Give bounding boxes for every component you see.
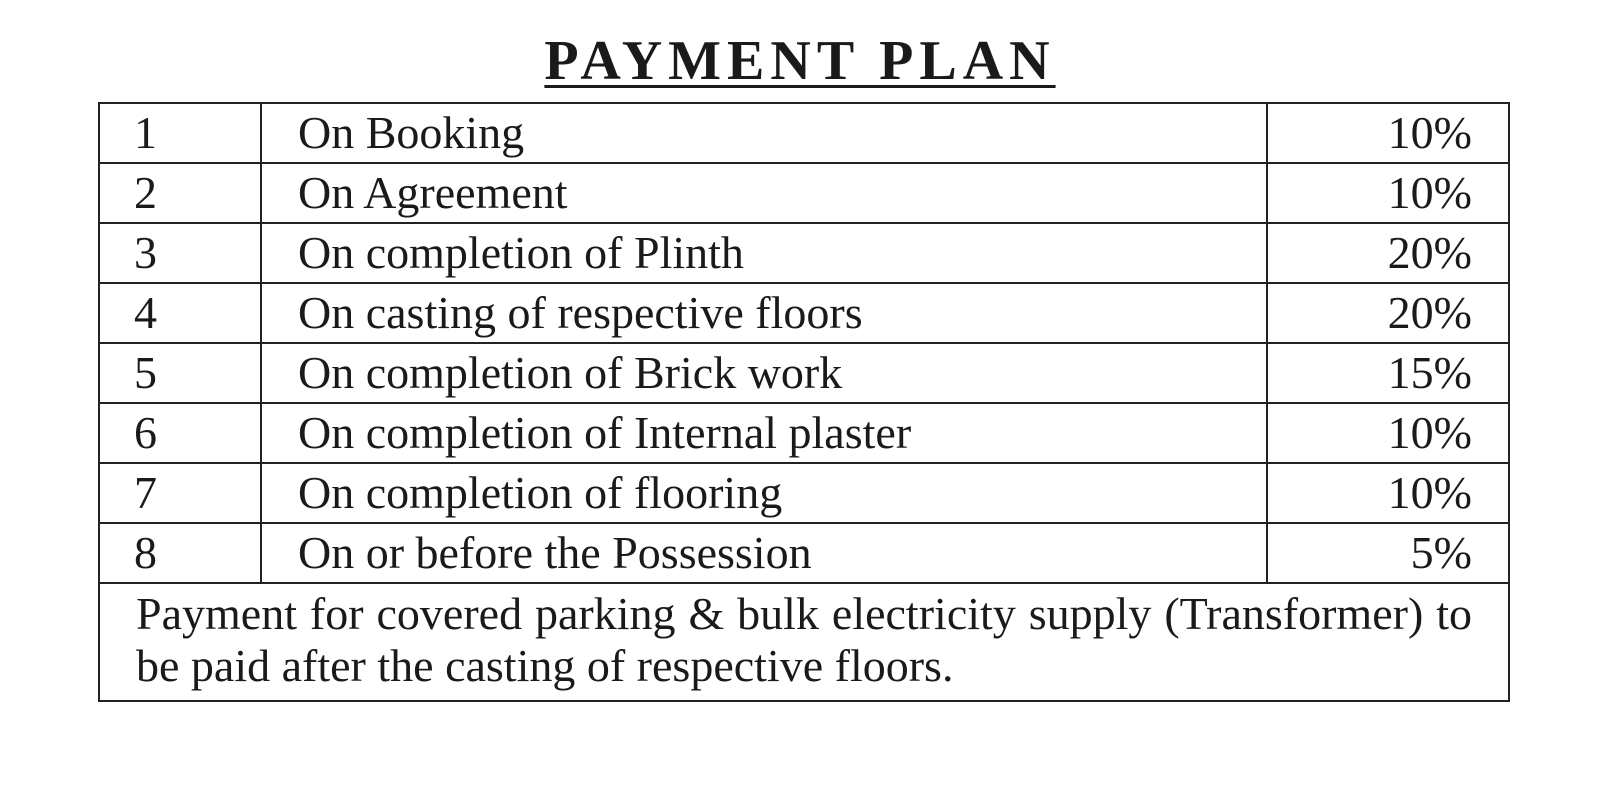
row-number: 7 <box>99 463 261 523</box>
row-number: 4 <box>99 283 261 343</box>
table-row <box>99 103 1509 163</box>
row-number: 8 <box>99 523 261 583</box>
payment-stage: On completion of flooring <box>261 463 1267 523</box>
payment-stage: On completion of Plinth <box>261 223 1267 283</box>
page-title <box>0 26 1600 96</box>
payment-percent: 10% <box>1267 403 1509 463</box>
table-row <box>99 343 1509 403</box>
row-number: 1 <box>99 103 261 163</box>
payment-stage: On casting of respective floors <box>261 283 1267 343</box>
payment-stage: On Agreement <box>261 163 1267 223</box>
payment-stage: On completion of Brick work <box>261 343 1267 403</box>
payment-percent: 5% <box>1267 523 1509 583</box>
payment-note: Payment for covered parking & bulk electricity supply (Transformer) to be paid after the casting of respective floors. <box>99 583 1509 701</box>
payment-percent: 10% <box>1267 463 1509 523</box>
payment-percent: 20% <box>1267 223 1509 283</box>
table-row <box>99 403 1509 463</box>
note-row <box>99 583 1509 701</box>
payment-plan-heading: PAYMENT PLAN <box>544 30 1056 92</box>
payment-percent: 10% <box>1267 163 1509 223</box>
payment-plan-table <box>98 102 1510 702</box>
table-row <box>99 223 1509 283</box>
table-row <box>99 163 1509 223</box>
row-number: 2 <box>99 163 261 223</box>
payment-percent: 10% <box>1267 103 1509 163</box>
payment-stage: On completion of Internal plaster <box>261 403 1267 463</box>
row-number: 3 <box>99 223 261 283</box>
payment-stage: On or before the Possession <box>261 523 1267 583</box>
table-row <box>99 283 1509 343</box>
payment-stage: On Booking <box>261 103 1267 163</box>
row-number: 6 <box>99 403 261 463</box>
table-row <box>99 463 1509 523</box>
payment-percent: 15% <box>1267 343 1509 403</box>
table-row <box>99 523 1509 583</box>
payment-percent: 20% <box>1267 283 1509 343</box>
row-number: 5 <box>99 343 261 403</box>
